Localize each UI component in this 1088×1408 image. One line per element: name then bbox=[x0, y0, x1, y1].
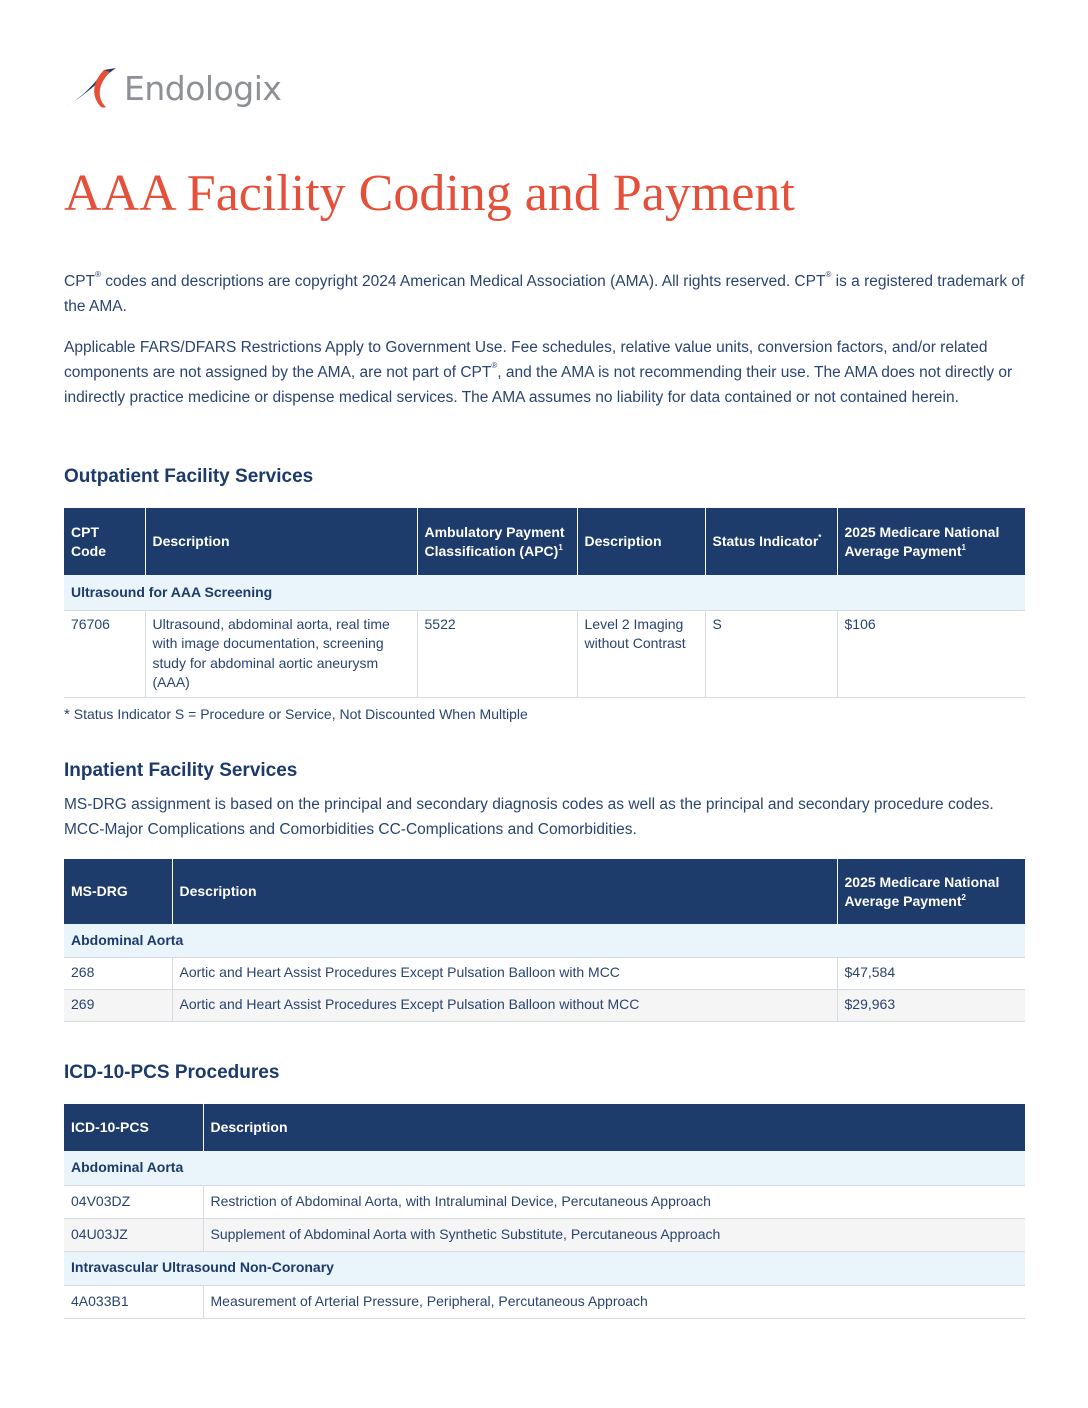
category-row bbox=[64, 924, 1025, 957]
description-cell: Measurement of Arterial Pressure, Peripheral, Percutaneous Approach bbox=[203, 1285, 1025, 1318]
status-indicator-cell: S bbox=[705, 610, 837, 697]
col-header-description: Description bbox=[203, 1104, 1025, 1151]
copyright-paragraph: CPT® codes and descriptions are copyright 2024 American Medical Association (AMA). All rights reserved. CPT® is a registered trademark of the AMA. bbox=[64, 270, 1025, 315]
table-header-row bbox=[64, 859, 1025, 924]
description-cell: Aortic and Heart Assist Procedures Except Pulsation Balloon without MCC bbox=[172, 989, 837, 1021]
inpatient-section-title: Inpatient Facility Services bbox=[64, 760, 298, 781]
payment-cell: $106 bbox=[837, 610, 1025, 697]
ms-drg-cell: 269 bbox=[64, 989, 172, 1021]
col-header-description: Description bbox=[172, 859, 837, 924]
endologix-swoosh-icon bbox=[64, 64, 120, 112]
category-label: Abdominal Aorta bbox=[64, 1151, 1025, 1185]
table-row bbox=[64, 610, 1025, 697]
col-header-apc-description: Description bbox=[577, 508, 705, 575]
table-row bbox=[64, 1185, 1025, 1218]
outpatient-section-title: Outpatient Facility Services bbox=[64, 466, 314, 487]
restrictions-paragraph: Applicable FARS/DFARS Restrictions Apply to Government Use. Fee schedules, relative value units, conversion factors, and/or related components are not assigned by the AMA, are not part of CPT®, and the AMA is not recommending their use. The AMA does not directly or indirectly practice medicine or dispense medical services. The AMA assumes no liability for data contained or not contained herein. bbox=[64, 339, 1013, 406]
payment-cell: $29,963 bbox=[837, 989, 1025, 1021]
category-row bbox=[64, 575, 1025, 610]
category-row bbox=[64, 1151, 1025, 1185]
inpatient-table bbox=[64, 859, 1025, 1022]
description-cell: Aortic and Heart Assist Procedures Except Pulsation Balloon with MCC bbox=[172, 957, 837, 989]
page-title: AAA Facility Coding and Payment bbox=[64, 165, 795, 222]
icd-code-cell: 04V03DZ bbox=[64, 1185, 203, 1218]
cpt-code-cell: 76706 bbox=[64, 610, 145, 697]
status-indicator-footnote: * Status Indicator S = Procedure or Service, Not Discounted When Multiple bbox=[64, 706, 528, 723]
col-header-ms-drg: MS-DRG bbox=[64, 859, 172, 924]
description-cell: Restriction of Abdominal Aorta, with Intraluminal Device, Percutaneous Approach bbox=[203, 1185, 1025, 1218]
table-header-row bbox=[64, 1104, 1025, 1151]
ms-drg-cell: 268 bbox=[64, 957, 172, 989]
description-cell: Supplement of Abdominal Aorta with Synthetic Substitute, Percutaneous Approach bbox=[203, 1218, 1025, 1251]
table-row bbox=[64, 957, 1025, 989]
table-row bbox=[64, 1218, 1025, 1251]
category-row bbox=[64, 1251, 1025, 1285]
col-header-payment: 2025 Medicare National Average Payment$^1$ bbox=[837, 508, 1025, 575]
col-header-cpt: CPT Code bbox=[64, 508, 145, 575]
inpatient-intro: MS-DRG assignment is based on the principal and secondary diagnosis codes as well as the principal and secondary procedure codes. MCC-Major Complications and Comorbidities CC-Complications and Comorbidities. bbox=[64, 796, 994, 838]
table-row bbox=[64, 1285, 1025, 1318]
outpatient-table bbox=[64, 508, 1025, 698]
table-row bbox=[64, 989, 1025, 1021]
col-header-payment: 2025 Medicare National Average Payment$^2$ bbox=[837, 859, 1025, 924]
icd-code-cell: 4A033B1 bbox=[64, 1285, 203, 1318]
payment-cell: $47,584 bbox=[837, 957, 1025, 989]
table-header-row bbox=[64, 508, 1025, 575]
icd-table bbox=[64, 1104, 1025, 1319]
brand-name: Endologix bbox=[124, 68, 282, 108]
icd-section-title: ICD-10-PCS Procedures bbox=[64, 1062, 280, 1083]
col-header-apc: Ambulatory Payment Classification (APC)$^1$ bbox=[417, 508, 577, 575]
apc-description-cell: Level 2 Imaging without Contrast bbox=[577, 610, 705, 697]
icd-code-cell: 04U03JZ bbox=[64, 1218, 203, 1251]
brand-logo bbox=[64, 64, 281, 112]
apc-cell: 5522 bbox=[417, 610, 577, 697]
description-cell: Ultrasound, abdominal aorta, real time with image documentation, screening study for abdominal aortic aneurysm (AAA) bbox=[145, 610, 417, 697]
category-label: Abdominal Aorta bbox=[64, 924, 1025, 957]
category-label: Intravascular Ultrasound Non-Coronary bbox=[64, 1251, 1025, 1285]
col-header-status-indicator: Status Indicator* bbox=[705, 508, 837, 575]
col-header-description: Description bbox=[145, 508, 417, 575]
col-header-icd-code: ICD-10-PCS bbox=[64, 1104, 203, 1151]
category-label: Ultrasound for AAA Screening bbox=[64, 575, 1025, 610]
